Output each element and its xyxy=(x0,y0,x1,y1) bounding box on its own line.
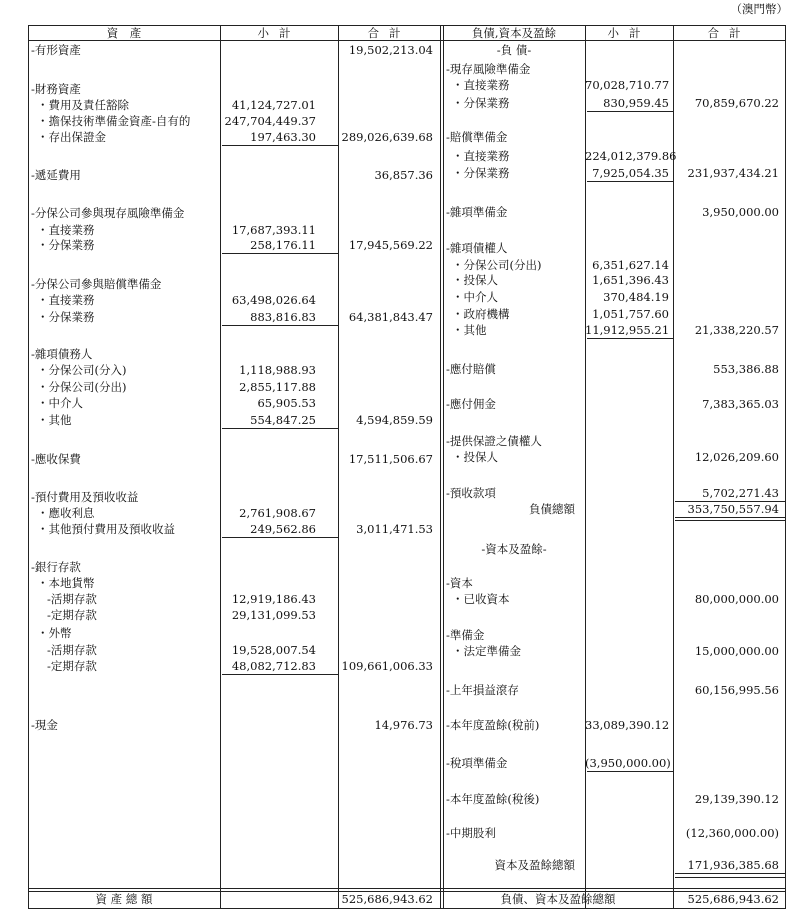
footer-liab-total: 525,686,943.62 xyxy=(687,892,779,906)
liability-item: -負 債- xyxy=(496,43,532,57)
liability-subtotal: 370,484.19 xyxy=(603,290,669,304)
asset-total: 289,026,639.68 xyxy=(341,130,433,144)
liability-item: ・分保業務 xyxy=(452,166,510,180)
liability-total: 29,139,390.12 xyxy=(694,792,779,806)
asset-category: -遞延費用 xyxy=(31,168,81,182)
liability-item: -資本及盈餘- xyxy=(481,542,547,556)
liability-subtotal: 11,912,955.21 xyxy=(585,323,670,337)
liability-total: 553,386.88 xyxy=(713,362,779,376)
liability-item: ・分保業務 xyxy=(452,96,510,110)
liability-item: ・中介人 xyxy=(452,290,498,304)
asset-subtotal: 29,131,099.53 xyxy=(231,608,316,622)
liability-category: -資本 xyxy=(446,576,473,590)
footer-assets-total: 525,686,943.62 xyxy=(341,892,433,906)
asset-subtotal: 2,855,117.88 xyxy=(239,380,316,394)
liability-item: ・直接業務 xyxy=(452,149,510,163)
asset-category: -現金 xyxy=(31,718,58,732)
liability-category: -現存風險準備金 xyxy=(446,62,531,76)
header-liabilities: 負債,資本及盈餘 xyxy=(471,26,557,40)
asset-total: 19,502,213.04 xyxy=(348,43,433,57)
liability-subtotal: 7,925,054.35 xyxy=(592,166,669,180)
asset-item: ・直接業務 xyxy=(37,223,95,237)
subtotal-underline xyxy=(587,111,673,112)
asset-category: -應收保費 xyxy=(31,452,81,466)
liability-item: ・法定準備金 xyxy=(452,644,521,658)
asset-item: ・應收利息 xyxy=(37,506,95,520)
asset-total: 4,594,859.59 xyxy=(356,413,433,427)
asset-item: ・其他 xyxy=(37,413,72,427)
asset-item: ・其他預付費用及預收收益 xyxy=(37,522,175,536)
asset-item: -活期存款 xyxy=(47,643,97,657)
liability-category: -賠償準備金 xyxy=(446,130,508,144)
liability-item: ・投保人 xyxy=(452,273,498,287)
asset-item: ・分保公司(分入) xyxy=(37,363,127,377)
liability-subtotal: 1,051,757.60 xyxy=(592,307,669,321)
liability-subtotal: 1,651,396.43 xyxy=(592,273,669,287)
liability-subtotal: 224,012,379.86 xyxy=(585,149,677,163)
asset-item: ・分保公司(分出) xyxy=(37,380,127,394)
column-divider xyxy=(28,25,29,909)
liability-subtotal: (3,950,000.00) xyxy=(585,756,671,770)
subtotal-underline xyxy=(222,145,338,146)
header-total-2: 合計 xyxy=(707,26,751,40)
liability-item: ・分保公司(分出) xyxy=(452,258,542,272)
subtotal-underline xyxy=(222,537,338,538)
header-subtotal: 小計 xyxy=(257,26,301,40)
liability-item: ・其他 xyxy=(452,323,487,337)
liability-total: 3,950,000.00 xyxy=(702,205,779,219)
subtotal-underline xyxy=(587,771,673,772)
asset-total: 14,976.73 xyxy=(374,718,433,732)
asset-item: ・擔保技術準備金資產-自有的 xyxy=(37,114,191,128)
asset-category: -財務資產 xyxy=(31,82,81,96)
asset-total: 36,857.36 xyxy=(374,168,433,182)
liability-total: 21,338,220.57 xyxy=(694,323,779,337)
total-double-underline xyxy=(675,877,785,878)
asset-total: 17,945,569.22 xyxy=(348,238,433,252)
asset-subtotal: 17,687,393.11 xyxy=(231,223,316,237)
asset-subtotal: 197,463.30 xyxy=(250,130,316,144)
asset-total: 64,381,843.47 xyxy=(348,310,433,324)
asset-total: 17,511,506.67 xyxy=(348,452,433,466)
asset-category: -有形資產 xyxy=(31,43,81,57)
column-divider xyxy=(220,25,221,909)
asset-item: ・本地貨幣 xyxy=(37,576,95,590)
liability-subtotal: 70,028,710.77 xyxy=(585,78,670,92)
asset-item: -定期存款 xyxy=(47,608,97,622)
liability-total: 353,750,557.94 xyxy=(687,502,779,516)
asset-item: -定期存款 xyxy=(47,659,97,673)
asset-subtotal: 1,118,988.93 xyxy=(239,363,316,377)
asset-item: ・分保業務 xyxy=(37,310,95,324)
liability-subtotal: 6,351,627.14 xyxy=(592,258,669,272)
subtotal-underline xyxy=(587,338,673,339)
subtotal-underline xyxy=(587,181,673,182)
subtotal-underline xyxy=(222,253,338,254)
asset-item: -活期存款 xyxy=(47,592,97,606)
liability-item: 資本及盈餘總額 xyxy=(494,858,575,872)
subtotal-underline xyxy=(222,674,338,675)
liability-category: -準備金 xyxy=(446,628,485,642)
liability-total: 80,000,000.00 xyxy=(694,592,779,606)
asset-subtotal: 249,562.86 xyxy=(250,522,316,536)
liability-category: -稅項準備金 xyxy=(446,756,508,770)
liability-category: -雜項準備金 xyxy=(446,205,508,219)
liability-category: -中期股利 xyxy=(446,826,496,840)
liability-category: -應付賠償 xyxy=(446,362,496,376)
liability-total: (12,360,000.00) xyxy=(685,826,779,840)
liability-item: ・直接業務 xyxy=(452,78,510,92)
table-rule xyxy=(28,908,785,909)
currency-note: （澳門幣） xyxy=(730,2,788,16)
asset-subtotal: 2,761,908.67 xyxy=(239,506,316,520)
liability-total: 171,936,385.68 xyxy=(687,858,779,872)
asset-category: -雜項債務人 xyxy=(31,347,93,361)
liability-subtotal: 33,089,390.12 xyxy=(585,718,670,732)
asset-item: ・費用及責任豁除 xyxy=(37,98,129,112)
total-double-underline xyxy=(675,517,785,518)
asset-item: ・外幣 xyxy=(37,626,72,640)
liability-category: -本年度盈餘(稅後) xyxy=(446,792,540,806)
liability-total: 12,026,209.60 xyxy=(694,450,779,464)
liability-total: 60,156,995.56 xyxy=(694,683,779,697)
asset-subtotal: 554,847.25 xyxy=(250,413,316,427)
liability-total: 15,000,000.00 xyxy=(694,644,779,658)
liability-item: ・已收資本 xyxy=(452,592,510,606)
asset-subtotal: 65,905.53 xyxy=(257,396,316,410)
asset-category: -銀行存款 xyxy=(31,560,81,574)
header-total: 合計 xyxy=(367,26,411,40)
liability-category: -本年度盈餘(稅前) xyxy=(446,718,540,732)
liability-item: ・政府機構 xyxy=(452,307,510,321)
asset-subtotal: 258,176.11 xyxy=(250,238,316,252)
asset-item: ・分保業務 xyxy=(37,238,95,252)
asset-subtotal: 12,919,186.43 xyxy=(231,592,316,606)
asset-total: 3,011,471.53 xyxy=(356,522,433,536)
liability-category: -提供保證之債權人 xyxy=(446,434,542,448)
asset-subtotal: 63,498,026.64 xyxy=(231,293,316,307)
asset-subtotal: 247,704,449.37 xyxy=(224,114,316,128)
total-double-underline xyxy=(675,520,785,521)
liability-item: ・投保人 xyxy=(452,450,498,464)
liability-category: -預收款項 xyxy=(446,486,496,500)
asset-subtotal: 48,082,712.83 xyxy=(231,659,316,673)
liability-total: 70,859,670.22 xyxy=(694,96,779,110)
header-assets: 資 產 xyxy=(106,26,142,40)
asset-total: 109,661,006.33 xyxy=(341,659,433,673)
liability-total: 231,937,434.21 xyxy=(687,166,779,180)
liability-category: -上年損益滾存 xyxy=(446,683,519,697)
header-subtotal-2: 小計 xyxy=(607,26,651,40)
asset-item: ・直接業務 xyxy=(37,293,95,307)
column-divider xyxy=(440,25,441,909)
footer-liab-label: 負債、資本及盈餘總額 xyxy=(500,892,616,906)
column-divider xyxy=(785,25,786,909)
column-divider xyxy=(338,25,339,909)
subtotal-underline xyxy=(222,325,338,326)
table-rule xyxy=(28,40,785,41)
asset-category: -預付費用及預收收益 xyxy=(31,490,139,504)
table-rule xyxy=(28,888,785,889)
asset-subtotal: 41,124,727.01 xyxy=(231,98,316,112)
subtotal-underline xyxy=(222,428,338,429)
asset-category: -分保公司參與賠償準備金 xyxy=(31,277,162,291)
asset-subtotal: 883,816.83 xyxy=(250,310,316,324)
liability-subtotal: 830,959.45 xyxy=(603,96,669,110)
liability-item: 負債總額 xyxy=(529,502,575,516)
asset-subtotal: 19,528,007.54 xyxy=(231,643,316,657)
asset-item: ・中介人 xyxy=(37,396,83,410)
column-divider xyxy=(443,25,444,909)
liability-category: -應付佣金 xyxy=(446,397,496,411)
asset-item: ・存出保證金 xyxy=(37,130,106,144)
total-underline xyxy=(675,873,785,874)
liability-total: 7,383,365.03 xyxy=(702,397,779,411)
liability-category: -雜項債權人 xyxy=(446,241,508,255)
liability-total: 5,702,271.43 xyxy=(702,486,779,500)
footer-assets-label: 資 產 總 額 xyxy=(95,892,153,906)
asset-category: -分保公司參與現存風險準備金 xyxy=(31,206,185,220)
